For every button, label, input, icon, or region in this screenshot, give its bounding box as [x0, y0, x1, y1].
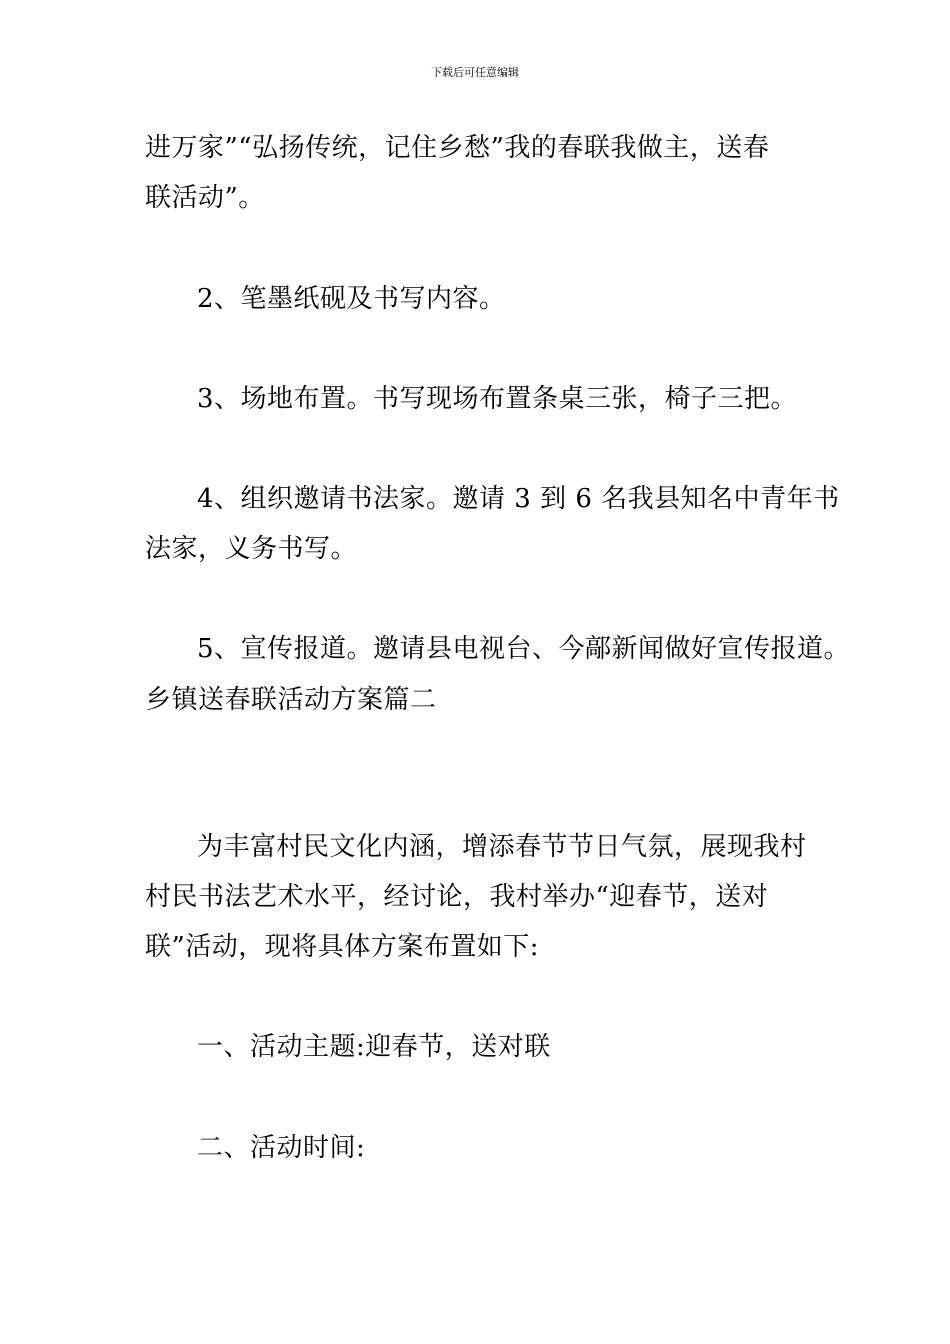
paragraph-5: 5、宣传报道。邀请县电视台、今鄗新闻做好宣传报道。 — [197, 634, 851, 664]
paragraph-1-line-1: 进万家”“弘扬传统，记住乡愁”我的春联我做主，送春 — [145, 133, 770, 163]
paragraph-3: 3、场地布置。书写现场布置条桌三张，椅子三把。 — [197, 384, 798, 414]
paragraph-6-line-1: 为丰富村民文化内涵，增添春节节日气氛，展现我村 — [197, 832, 807, 862]
paragraph-6-line-2: 村民书法艺术水平，经讨论，我村举办“迎春节，送对 — [145, 882, 769, 912]
paragraph-2: 2、笔墨纸砚及书写内容。 — [197, 284, 506, 314]
paragraph-4-line-1: 4、组织邀请书法家。邀请 3 到 6 名我县知名中青年书 — [197, 484, 840, 514]
page-header: 下载后可任意编辑 — [431, 66, 519, 79]
paragraph-1-line-2: 联活动”。 — [145, 183, 265, 213]
section-heading-2: 乡镇送春联活动方案篇二 — [145, 685, 437, 715]
activity-time: 二、活动时间: — [197, 1133, 366, 1163]
activity-theme: 一、活动主题:迎春节，送对联 — [197, 1032, 551, 1062]
paragraph-4-line-2: 法家，义务书写。 — [145, 534, 358, 564]
paragraph-6-line-3: 联”活动，现将具体方案布置如下: — [145, 932, 540, 962]
